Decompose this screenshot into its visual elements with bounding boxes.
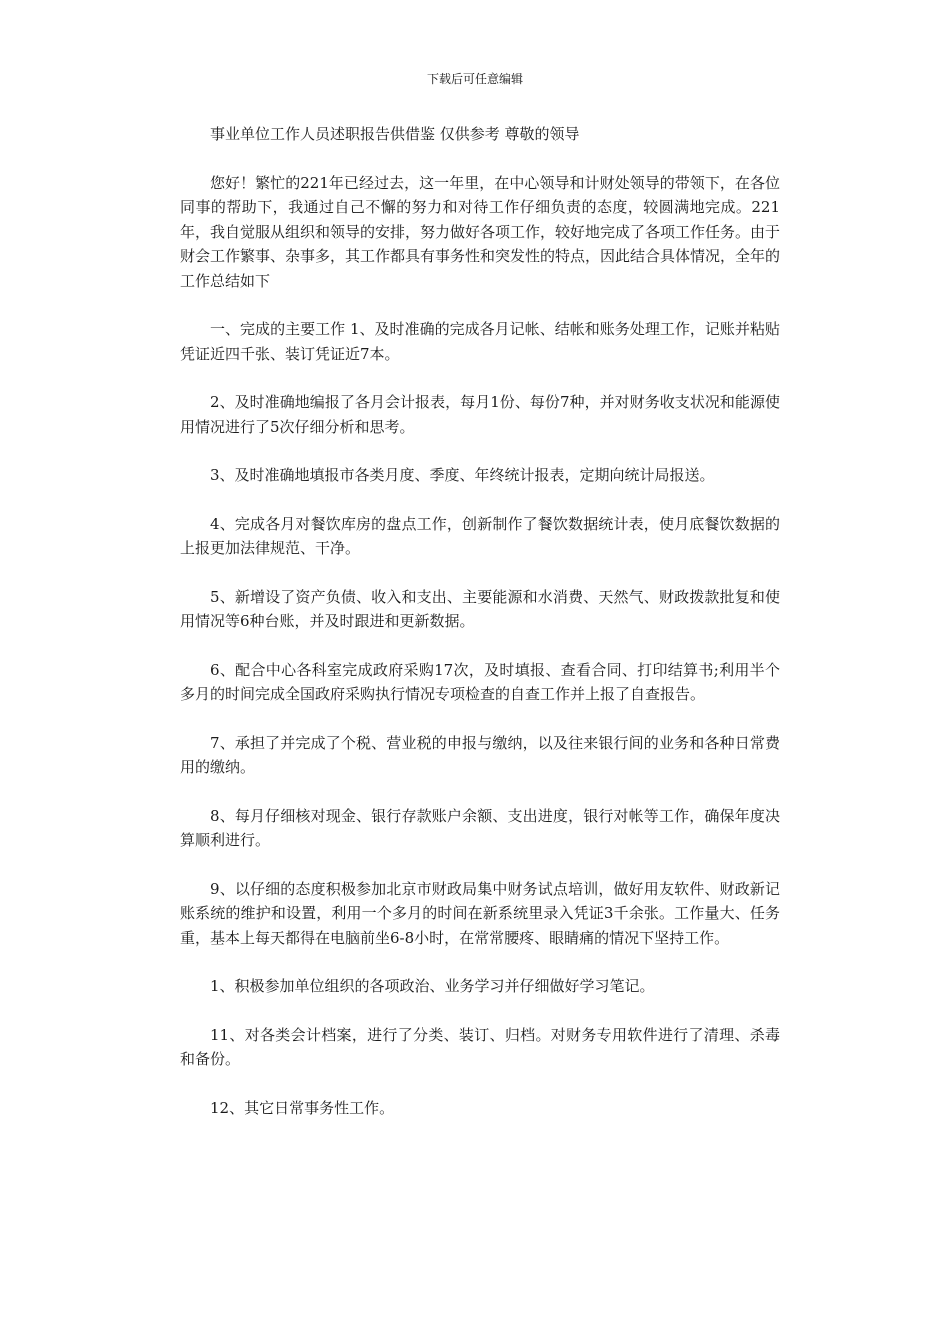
paragraph: 2、及时准确地编报了各月会计报表，每月1份、每份7种，并对财务收支状况和能源使用情况进行了5次仔细分析和思考。 <box>180 393 780 436</box>
document-body <box>180 122 780 1144</box>
paragraph: 3、及时准确地填报市各类月度、季度、年终统计报表，定期向统计局报送。 <box>210 466 715 484</box>
paragraph: 一、完成的主要工作 1、及时准确的完成各月记帐、结帐和账务处理工作，记账并粘贴凭证近四千张、装订凭证近7本。 <box>180 320 780 363</box>
document-title: 事业单位工作人员述职报告供借鉴 仅供参考 尊敬的领导 <box>210 125 580 143</box>
paragraph: 11、对各类会计档案，进行了分类、装订、归档。对财务专用软件进行了清理、杀毒和备份。 <box>180 1025 780 1068</box>
paragraph: 您好！繁忙的221年已经过去，这一年里，在中心领导和计财处领导的带领下，在各位同事的帮助下，我通过自己不懈的努力和对待工作仔细负责的态度，较圆满地完成。221年，我自觉服从组织和领导的安排，努力做好各项工作，较好地完成了各项工作任务。由于财会工作繁事、杂事多，其工作都具有事务性和突发性的特点，因此结合具体情况，全年的工作总结如下 <box>180 173 781 290</box>
paragraph: 9、以仔细的态度积极参加北京市财政局集中财务试点培训，做好用友软件、财政新记账系统的维护和设置，利用一个多月的时间在新系统里录入凭证3千余张。工作量大、任务重，基本上每天都得在电脑前坐6-8小时，在常常腰疼、眼睛痛的情况下坚持工作。 <box>180 879 780 947</box>
paragraph: 1、积极参加单位组织的各项政治、业务学习并仔细做好学习笔记。 <box>210 977 655 995</box>
paragraph: 12、其它日常事务性工作。 <box>210 1098 395 1117</box>
paragraph: 4、完成各月对餐饮库房的盘点工作，创新制作了餐饮数据统计表，使月底餐饮数据的上报更加法律规范、干净。 <box>180 514 780 557</box>
paragraph: 8、每月仔细核对现金、银行存款账户余额、支出进度，银行对帐等工作，确保年度决算顺利进行。 <box>180 806 780 849</box>
paragraph: 7、承担了并完成了个税、营业税的申报与缴纳，以及往来银行间的业务和各种日常费用的缴纳。 <box>180 733 780 776</box>
paragraph: 6、配合中心各科室完成政府采购17次，及时填报、查看合同、打印结算书;利用半个多月的时间完成全国政府采购执行情况专项检查的自查工作并上报了自查报告。 <box>180 660 780 703</box>
download-note: 下载后可任意编辑 <box>426 72 523 86</box>
paragraph: 5、新增设了资产负债、收入和支出、主要能源和水消费、天然气、财政拨款批复和使用情况等6种台账，并及时跟进和更新数据。 <box>180 587 780 630</box>
